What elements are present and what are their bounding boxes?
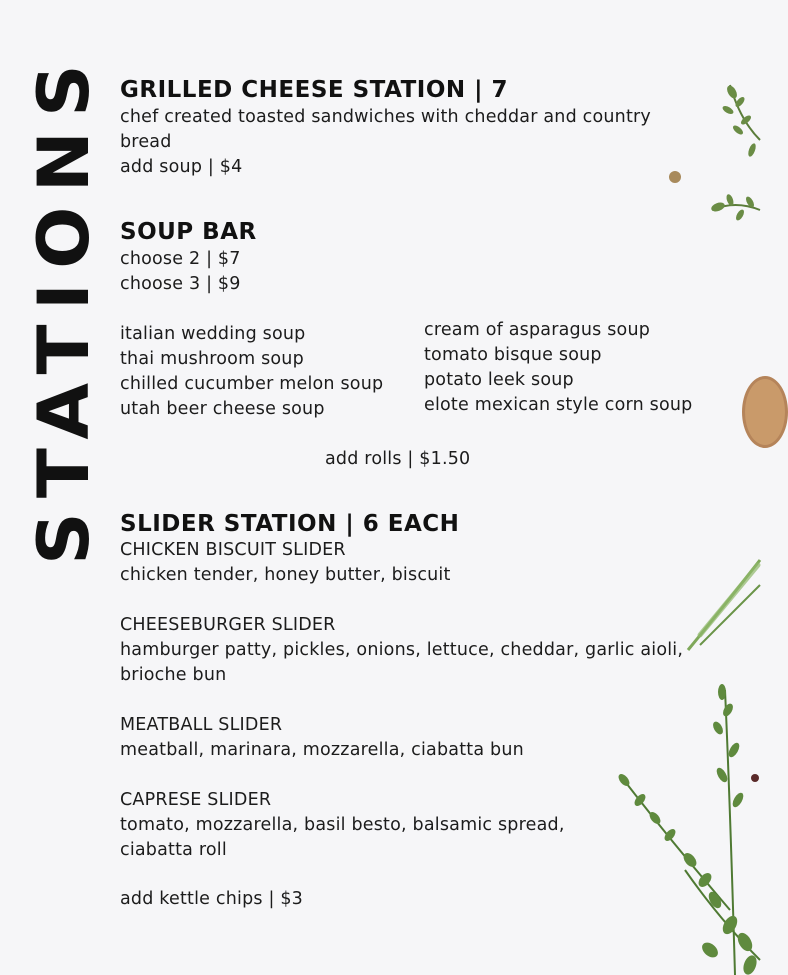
- grilled-cheese-addon: add soup | $4: [120, 157, 243, 177]
- grilled-cheese-heading: GRILLED CHEESE STATION | 7: [120, 77, 509, 103]
- slider-description: hamburger patty, pickles, onions, lettuce, cheddar, garlic aioli, brioche bun: [120, 640, 684, 685]
- soup-pricing-item: choose 2 | $7: [120, 249, 241, 269]
- soup-right-item: potato leek soup: [424, 370, 574, 390]
- grilled-cheese-description: chef created toasted sandwiches with cheddar and country bread: [120, 107, 651, 152]
- berry-icon: [751, 774, 759, 782]
- page-title-text: STATIONS: [23, 73, 105, 565]
- slider-station-heading: SLIDER STATION | 6 EACH: [120, 511, 460, 537]
- soup-right-item: cream of asparagus soup: [424, 320, 651, 340]
- soup-bar-addon: add rolls | $1.50: [325, 449, 471, 469]
- herb-decoration-middle: [680, 545, 760, 655]
- herb-decoration-bottom: [610, 680, 760, 975]
- soup-left-item: utah beer cheese soup: [120, 399, 325, 419]
- salt-bowl-icon: [742, 376, 788, 448]
- page-title: [6, 40, 105, 570]
- slider-name: CAPRESE SLIDER: [120, 790, 272, 810]
- slider-name: CHEESEBURGER SLIDER: [120, 615, 336, 635]
- soup-left-item: chilled cucumber melon soup: [120, 374, 384, 394]
- soup-left-item: italian wedding soup: [120, 324, 306, 344]
- soup-pricing-item: choose 3 | $9: [120, 274, 241, 294]
- soup-right-item: tomato bisque soup: [424, 345, 602, 365]
- slider-description: chicken tender, honey butter, biscuit: [120, 565, 451, 585]
- herb-decoration-top: [700, 80, 760, 260]
- soup-bar-heading: SOUP BAR: [120, 219, 257, 245]
- soup-left-item: thai mushroom soup: [120, 349, 304, 369]
- peppercorn-icon: [669, 171, 681, 183]
- slider-name: CHICKEN BISCUIT SLIDER: [120, 540, 346, 560]
- slider-station-addon: add kettle chips | $3: [120, 889, 303, 909]
- soup-right-item: elote mexican style corn soup: [424, 395, 693, 415]
- slider-description: meatball, marinara, mozzarella, ciabatta bun: [120, 740, 524, 760]
- slider-name: MEATBALL SLIDER: [120, 715, 283, 735]
- slider-description: tomato, mozzarella, basil besto, balsamic spread, ciabatta roll: [120, 815, 565, 860]
